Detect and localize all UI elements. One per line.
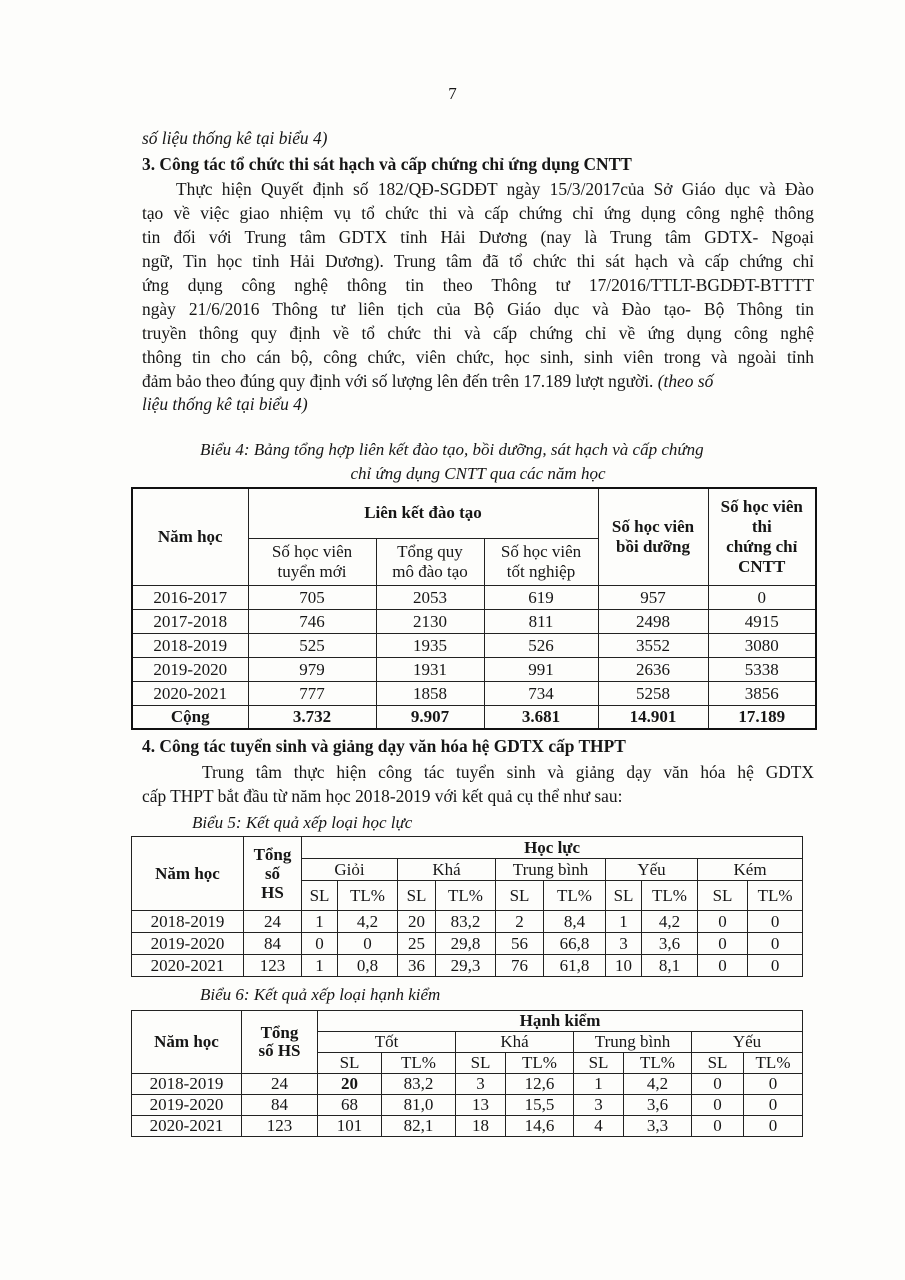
table-row: [132, 586, 816, 610]
table-row: [132, 682, 816, 706]
table-cell: 777: [248, 682, 376, 706]
table-6-header-group: Hạnh kiểm: [318, 1011, 803, 1032]
table-row: [132, 610, 816, 634]
table-row: [132, 1116, 803, 1137]
table-5-header-cat: Yếu: [606, 859, 698, 881]
table-5-header-tl: TL%: [544, 881, 606, 911]
table-cell: 2: [496, 911, 544, 933]
table-6-header-sl: SL: [574, 1053, 624, 1074]
table-cell: 991: [484, 658, 598, 682]
table-6-header-sl: SL: [456, 1053, 506, 1074]
table-cell: 82,1: [382, 1116, 456, 1137]
table-4-header-scale-2: mô đào tạo: [392, 561, 468, 581]
table-cell: 2019-2020: [132, 658, 248, 682]
section-3-line-6: ngày 21/6/2016 Thông tư liên tịch của Bộ Giáo dục và Đào tạo- Bộ Thông tin: [142, 299, 814, 319]
table-4-header-trained-1: Số học viên: [611, 517, 695, 536]
section-3-line-7: truyền thông quy định về tổ chức thi và cấp chứng chỉ về ứng dụng công nghệ: [142, 323, 814, 343]
table-4-caption-2: chỉ ứng dụng CNTT qua các năm học: [350, 464, 606, 483]
table-5-academic-results: [131, 836, 803, 977]
table-cell: 84: [242, 1095, 318, 1116]
table-5-header-sl: SL: [398, 881, 436, 911]
table-6-header-tl: TL%: [382, 1053, 456, 1074]
table-cell: 8,4: [544, 911, 606, 933]
table-cell: 123: [242, 1116, 318, 1137]
table-4-header-new-1: Số học viên: [271, 541, 353, 561]
table-4-header-year: Năm học: [132, 488, 248, 586]
table-cell: 5338: [708, 658, 816, 682]
table-cell: 25: [398, 933, 436, 955]
section-3-line-8: thông tin cho cán bộ, công chức, viên chức, học sinh, sinh viên trong và ngoài tỉnh: [142, 347, 814, 367]
table-6-header-cat: Yếu: [692, 1032, 803, 1053]
table-cell: 14,6: [506, 1116, 574, 1137]
table-4-header-cert-3: chứng chỉ: [726, 537, 798, 556]
table-cell: 3: [606, 933, 642, 955]
table-cell: 14.901: [598, 706, 708, 730]
table-cell: 12,6: [506, 1074, 574, 1095]
table-5-header-cat: Kém: [698, 859, 803, 881]
table-cell: 9.907: [376, 706, 484, 730]
table-4-header-cert-4: CNTT: [738, 557, 786, 576]
table-cell: 36: [398, 955, 436, 977]
table-5-header-total-1: Tổng: [253, 845, 292, 864]
table-cell: 2017-2018: [132, 610, 248, 634]
table-5-header-cat: Giỏi: [302, 859, 398, 881]
table-cell: 29,8: [436, 933, 496, 955]
section-3-line-2: tạo về việc giao nhiệm vụ tổ chức thi và cấp chứng chỉ ứng dụng công nghệ thông: [142, 203, 814, 223]
table-5-header-total-3: HS: [261, 883, 284, 902]
table-6-header-cat: Khá: [456, 1032, 574, 1053]
table-5-header-tl: TL%: [338, 881, 398, 911]
table-cell: 5258: [598, 682, 708, 706]
table-cell: 1935: [376, 634, 484, 658]
table-4-header-cert-1: Số học viên: [720, 497, 803, 516]
table-6-header-total: [242, 1011, 318, 1074]
section-3-tail-italic-2: liệu thống kê tại biểu 4): [142, 394, 308, 414]
table-cell: 957: [598, 586, 708, 610]
lead-italic-text: số liệu thống kê tại biểu 4): [142, 128, 328, 148]
table-cell: 979: [248, 658, 376, 682]
table-cell: 15,5: [506, 1095, 574, 1116]
table-cell: 2053: [376, 586, 484, 610]
table-5-header-tl: TL%: [642, 881, 698, 911]
table-cell: 0: [692, 1095, 744, 1116]
table-cell: 13: [456, 1095, 506, 1116]
table-cell: 4,2: [624, 1074, 692, 1095]
section-3-line-3: tin đối với Trung tâm GDTX tỉnh Hải Dương (nay là Trung tâm GDTX- Ngoại: [142, 227, 814, 247]
table-cell: 2020-2021: [132, 682, 248, 706]
table-row: [132, 911, 803, 933]
table-cell: 1931: [376, 658, 484, 682]
table-cell: 20: [398, 911, 436, 933]
section-3-line-1: Thực hiện Quyết định số 182/QĐ-SGDĐT ngày 15/3/2017của Sở Giáo dục và Đào: [176, 179, 814, 199]
table-cell: 1858: [376, 682, 484, 706]
table-cell: 0: [698, 933, 748, 955]
section-3-line-9-text: đảm bảo theo đúng quy định với số lượng lên đến trên 17.189 lượt người.: [142, 371, 654, 391]
table-cell: 3: [456, 1074, 506, 1095]
table-cell: 3: [574, 1095, 624, 1116]
table-cell: 3856: [708, 682, 816, 706]
table-cell: 4: [574, 1116, 624, 1137]
table-cell: 619: [484, 586, 598, 610]
table-4-caption-1: Biểu 4: Bảng tổng hợp liên kết đào tạo, bồi dưỡng, sát hạch và cấp chứng: [200, 440, 704, 459]
table-5-header-sl: SL: [496, 881, 544, 911]
table-cell: 746: [248, 610, 376, 634]
table-cell: 66,8: [544, 933, 606, 955]
table-cell: 2020-2021: [132, 955, 244, 977]
table-cell: 76: [496, 955, 544, 977]
table-cell: 0: [698, 911, 748, 933]
table-5-caption: Biểu 5: Kết quả xếp loại học lực: [192, 813, 413, 832]
table-cell: 0: [302, 933, 338, 955]
table-cell: 3,6: [624, 1095, 692, 1116]
table-cell: 0: [748, 911, 803, 933]
table-4-header-grad-1: Số học viên: [500, 541, 582, 561]
table-6-header-sl: SL: [318, 1053, 382, 1074]
table-cell: 2130: [376, 610, 484, 634]
table-cell: 4,2: [338, 911, 398, 933]
table-cell: 2018-2019: [132, 1074, 242, 1095]
table-6-header-total-2: số HS: [258, 1041, 301, 1060]
table-4-header-grad-2: tốt nghiệp: [506, 561, 576, 581]
table-cell: 61,8: [544, 955, 606, 977]
table-cell: 0: [698, 955, 748, 977]
table-4-training-summary: [131, 487, 817, 730]
table-cell: 1: [606, 911, 642, 933]
table-cell: 0: [744, 1116, 803, 1137]
table-6-header-sl: SL: [692, 1053, 744, 1074]
table-row: [132, 1095, 803, 1116]
table-6-header-tl: TL%: [744, 1053, 803, 1074]
table-cell: 83,2: [436, 911, 496, 933]
table-cell: 3,6: [642, 933, 698, 955]
table-4-header-graduates: [484, 538, 598, 586]
table-cell: 0: [708, 586, 816, 610]
table-cell: 811: [484, 610, 598, 634]
table-cell: 10: [606, 955, 642, 977]
table-cell: 8,1: [642, 955, 698, 977]
table-cell: 2018-2019: [132, 911, 244, 933]
table-row: [132, 1074, 803, 1095]
table-5-header-tl: TL%: [436, 881, 496, 911]
table-cell: 2016-2017: [132, 586, 248, 610]
table-cell: 705: [248, 586, 376, 610]
table-row: [132, 955, 803, 977]
table-4-header-trained-2: bồi dưỡng: [616, 537, 690, 556]
table-cell: 0: [692, 1074, 744, 1095]
table-cell: 2018-2019: [132, 634, 248, 658]
table-cell: 123: [244, 955, 302, 977]
table-6-conduct-results: [131, 1010, 803, 1137]
table-cell: 3.732: [248, 706, 376, 730]
section-3-line-4: ngữ, Tin học tỉnh Hải Dương). Trung tâm đã tổ chức thi sát hạch và cấp chứng chỉ: [142, 251, 814, 271]
table-cell: 56: [496, 933, 544, 955]
table-row: [132, 658, 816, 682]
section-3-tail-italic: (theo số: [657, 371, 714, 391]
table-cell: 24: [242, 1074, 318, 1095]
table-5-header-sl: SL: [606, 881, 642, 911]
table-4-header-scale-1: Tổng quy: [397, 541, 463, 561]
table-cell: Cộng: [132, 706, 248, 730]
page-number: 7: [448, 84, 457, 103]
table-cell: 1: [302, 911, 338, 933]
table-cell: 29,3: [436, 955, 496, 977]
table-cell: 4915: [708, 610, 816, 634]
table-cell: 68: [318, 1095, 382, 1116]
table-4-header-scale: [376, 538, 484, 586]
table-cell: 2636: [598, 658, 708, 682]
table-6-header-year: Năm học: [132, 1011, 242, 1074]
table-5-header-sl: SL: [302, 881, 338, 911]
table-cell: 0,8: [338, 955, 398, 977]
table-cell: 101: [318, 1116, 382, 1137]
table-5-header-group: Học lực: [302, 837, 803, 859]
section-3-line-5: ứng dụng công nghệ thông tin theo Thông tư 17/2016/TTLT-BGDĐT-BTTTT: [142, 275, 814, 295]
table-cell: 3,3: [624, 1116, 692, 1137]
section-4-heading: 4. Công tác tuyển sinh và giảng dạy văn hóa hệ GDTX cấp THPT: [142, 736, 626, 756]
table-5-header-cat: Trung bình: [496, 859, 606, 881]
table-5-header-total: [244, 837, 302, 911]
table-cell: 525: [248, 634, 376, 658]
table-total-row: [132, 706, 816, 730]
table-cell: 18: [456, 1116, 506, 1137]
table-5-header-tl: TL%: [748, 881, 803, 911]
table-6-caption: Biểu 6: Kết quả xếp loại hạnh kiểm: [200, 985, 441, 1004]
table-4-header-cert: [708, 488, 816, 586]
table-cell: 84: [244, 933, 302, 955]
table-cell: 526: [484, 634, 598, 658]
table-cell: 3.681: [484, 706, 598, 730]
table-cell: 24: [244, 911, 302, 933]
table-cell: 3552: [598, 634, 708, 658]
table-4-header-new-2: tuyển mới: [277, 561, 347, 581]
table-cell: 20: [318, 1074, 382, 1095]
table-cell: 2498: [598, 610, 708, 634]
table-5-header-total-2: số: [264, 864, 281, 883]
section-4-line-1: Trung tâm thực hiện công tác tuyển sinh và giảng dạy văn hóa hệ GDTX: [202, 762, 814, 782]
table-6-header-cat: Tốt: [318, 1032, 456, 1053]
table-cell: 1: [574, 1074, 624, 1095]
table-6-header-cat: Trung bình: [574, 1032, 692, 1053]
table-cell: 0: [748, 933, 803, 955]
table-row: [132, 634, 816, 658]
table-cell: 81,0: [382, 1095, 456, 1116]
table-cell: 2019-2020: [132, 1095, 242, 1116]
table-cell: 2020-2021: [132, 1116, 242, 1137]
table-6-header-tl: TL%: [624, 1053, 692, 1074]
table-4-header-trained: [598, 488, 708, 586]
section-3-line-9: [142, 370, 814, 394]
table-cell: 0: [744, 1095, 803, 1116]
table-cell: 17.189: [708, 706, 816, 730]
table-cell: 2019-2020: [132, 933, 244, 955]
table-cell: 0: [744, 1074, 803, 1095]
section-3-heading: 3. Công tác tổ chức thi sát hạch và cấp chứng chỉ ứng dụng CNTT: [142, 154, 632, 174]
table-4-header-cert-2: thi: [751, 517, 772, 536]
table-5-header-sl: SL: [698, 881, 748, 911]
table-cell: 83,2: [382, 1074, 456, 1095]
table-row: [132, 933, 803, 955]
table-6-header-total-1: Tổng: [260, 1023, 299, 1042]
table-4-header-new-students: [248, 538, 376, 586]
table-cell: 1: [302, 955, 338, 977]
table-cell: 734: [484, 682, 598, 706]
table-5-header-cat: Khá: [398, 859, 496, 881]
table-cell: 4,2: [642, 911, 698, 933]
table-cell: 0: [338, 933, 398, 955]
table-cell: 0: [692, 1116, 744, 1137]
section-4-line-2: cấp THPT bắt đầu từ năm học 2018-2019 với kết quả cụ thể như sau:: [142, 786, 623, 806]
table-6-header-tl: TL%: [506, 1053, 574, 1074]
table-cell: 0: [748, 955, 803, 977]
table-5-header-year: Năm học: [132, 837, 244, 911]
table-4-header-link: Liên kết đào tạo: [248, 488, 598, 538]
table-cell: 3080: [708, 634, 816, 658]
